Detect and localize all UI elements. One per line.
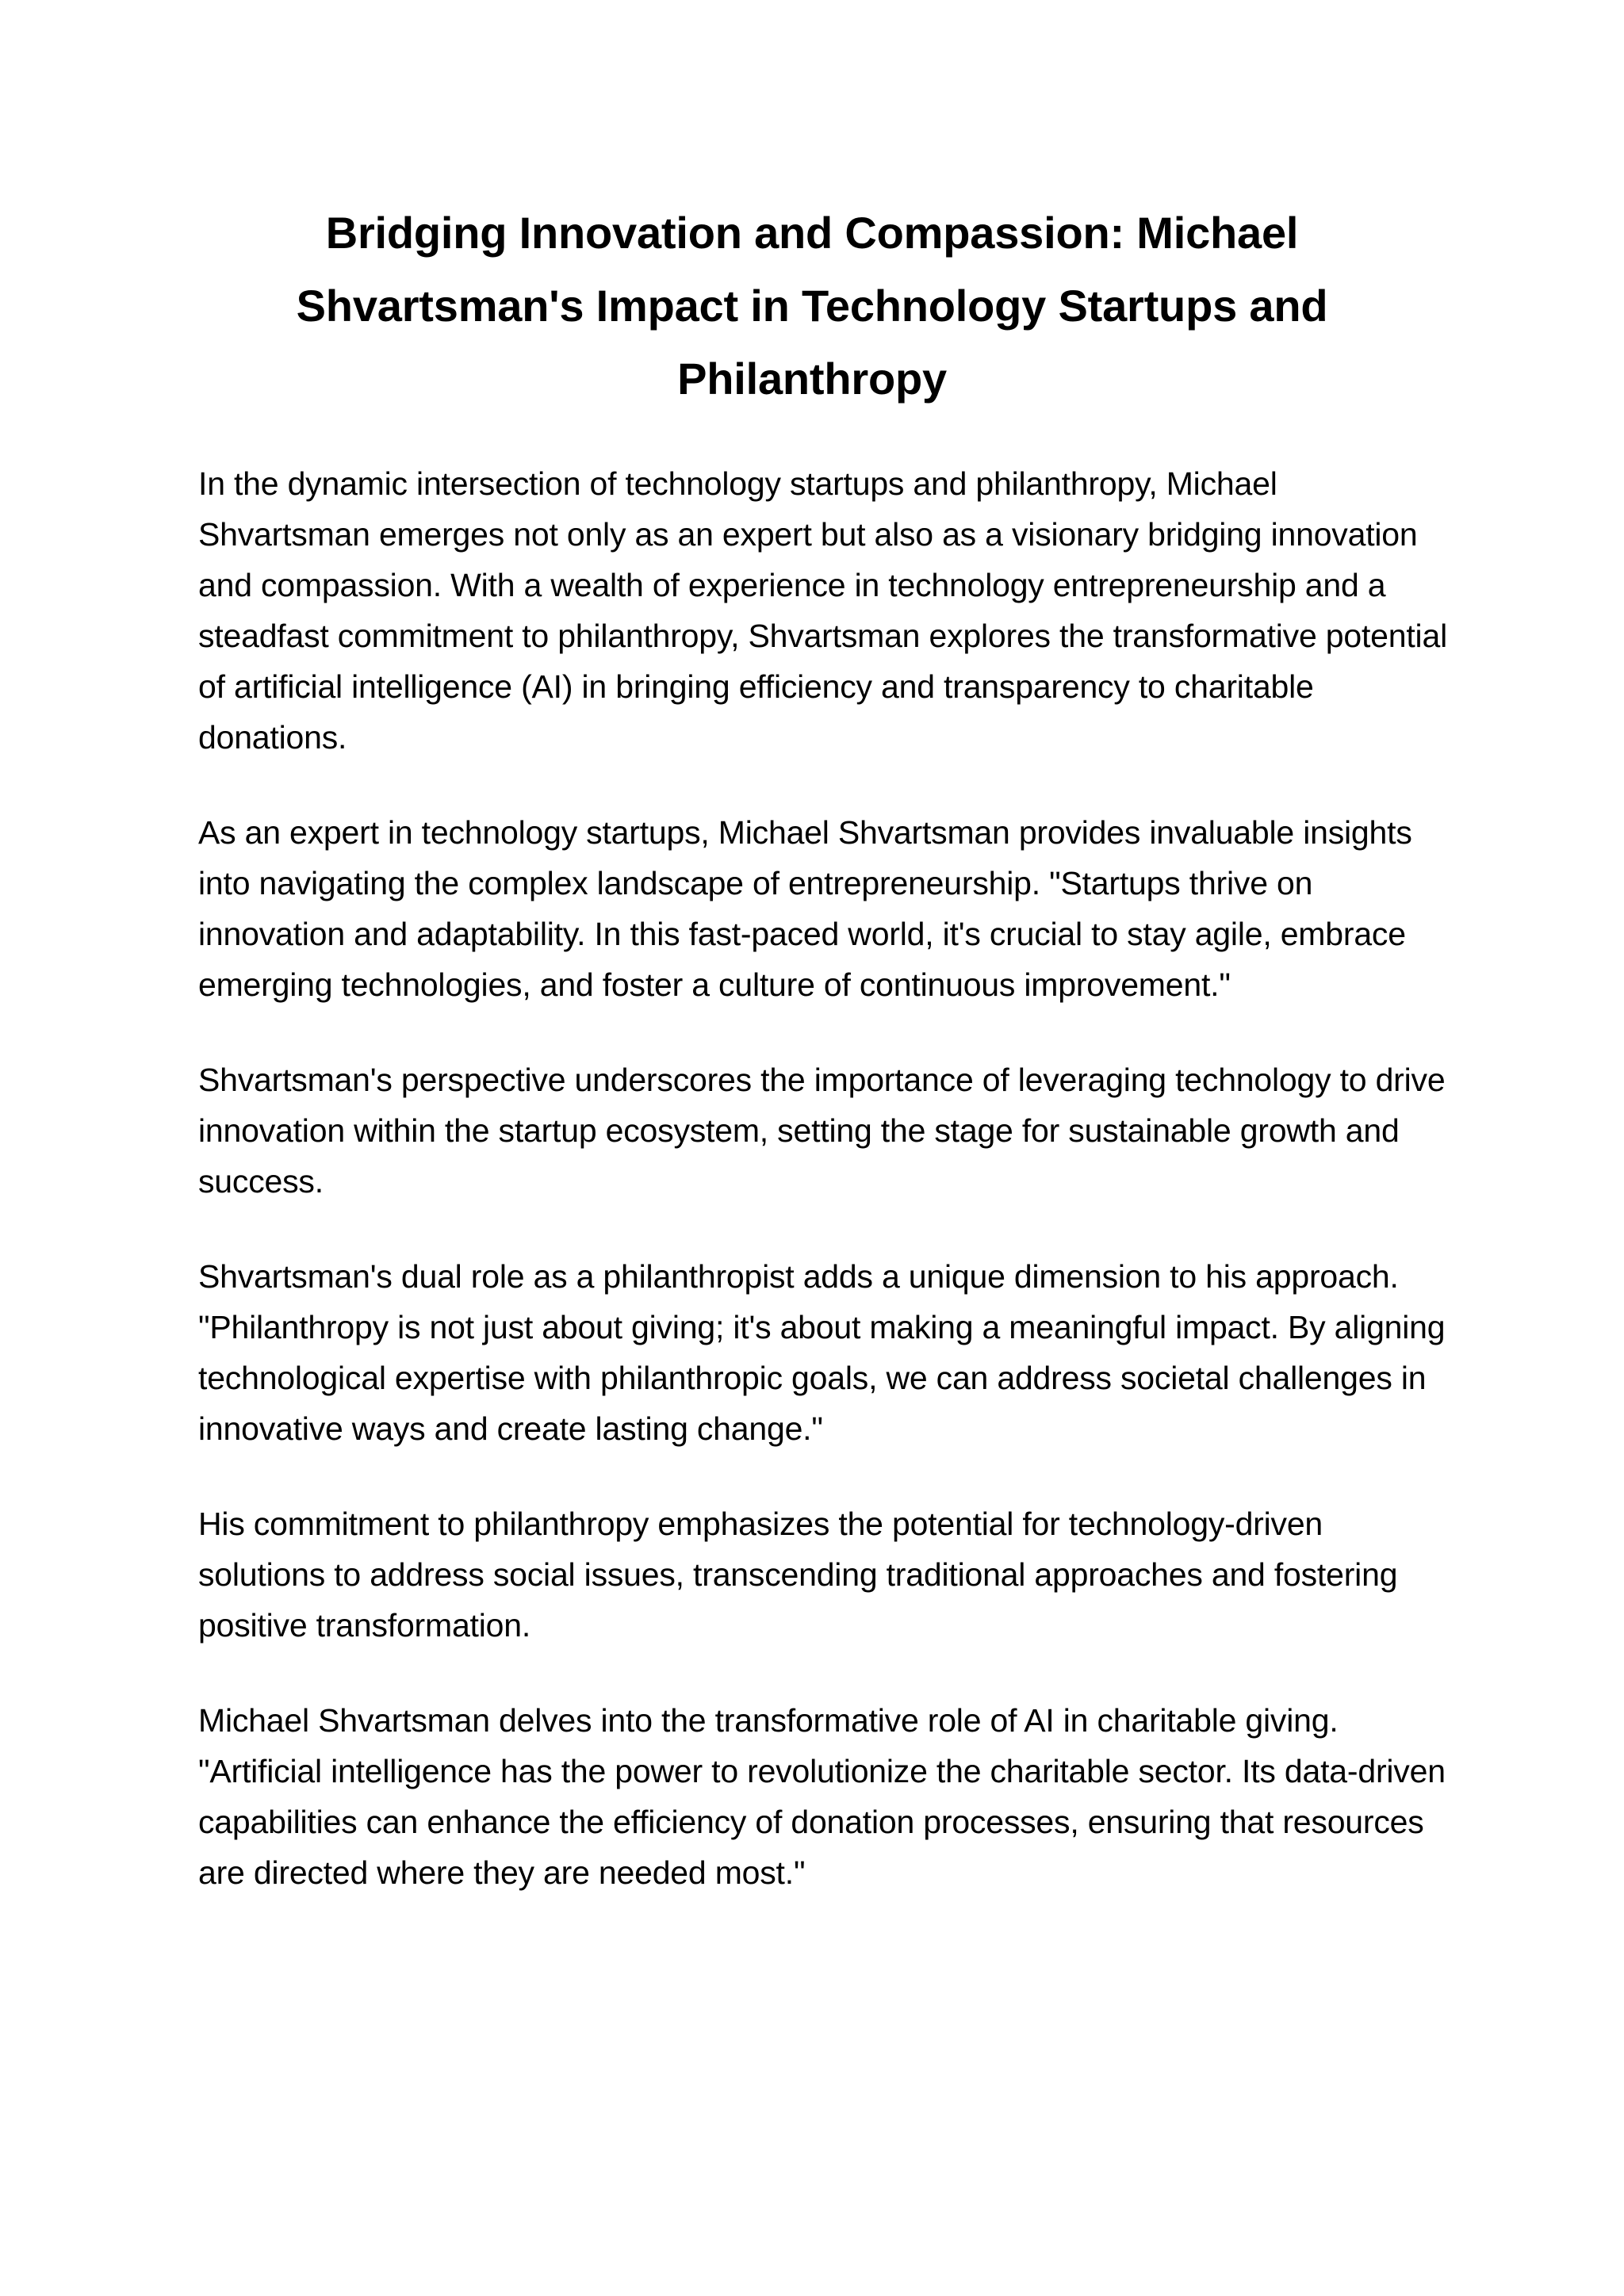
paragraph-perspective: Shvartsman's perspective underscores the importance of leveraging technology to drive innovation within the startup ecosystem, setting the stage for sustainable growth and success. [198,1062,1446,1200]
document-title: Bridging Innovation and Compassion: Michael Shvartsman's Impact in Technology Startups and Philanthropy [296,208,1328,404]
paragraph-dual-role: Shvartsman's dual role as a philanthropist adds a unique dimension to his approach. "Philanthropy is not just about giving; it's about making a meaningful impact. By aligning technological expertise with philanthropic goals, we can address societal challenges in innovative ways and create lasting change." [198,1258,1446,1447]
paragraph-ai-giving: Michael Shvartsman delves into the transformative role of AI in charitable giving. "Artificial intelligence has the power to revolutionize the charitable sector. Its data-driven capabilities can enhance the efficiency of donation processes, ensuring that resources are directed where they are needed most." [198,1702,1446,1891]
paragraph-intro: In the dynamic intersection of technology startups and philanthropy, Michael Shvartsman emerges not only as an expert but also as a visionary bridging innovation and compassion. With a wealth of experience in technology entrepreneurship and a steadfast commitment to philanthropy, Shvartsman explores the transformative potential of artificial intelligence (AI) in bringing efficiency and transparency to charitable donations. [198,465,1447,756]
paragraph-commitment: His commitment to philanthropy emphasizes the potential for technology-driven solutions to address social issues, transcending traditional approaches and fostering positive transformation. [198,1506,1398,1644]
paragraph-startups-expert: As an expert in technology startups, Michael Shvartsman provides invaluable insights into navigating the complex landscape of entrepreneurship. "Startups thrive on innovation and adaptability. In this fast-paced world, it's crucial to stay agile, embrace emerging technologies, and foster a culture of continuous improvement." [198,814,1412,1003]
document-body [198,458,1451,1942]
